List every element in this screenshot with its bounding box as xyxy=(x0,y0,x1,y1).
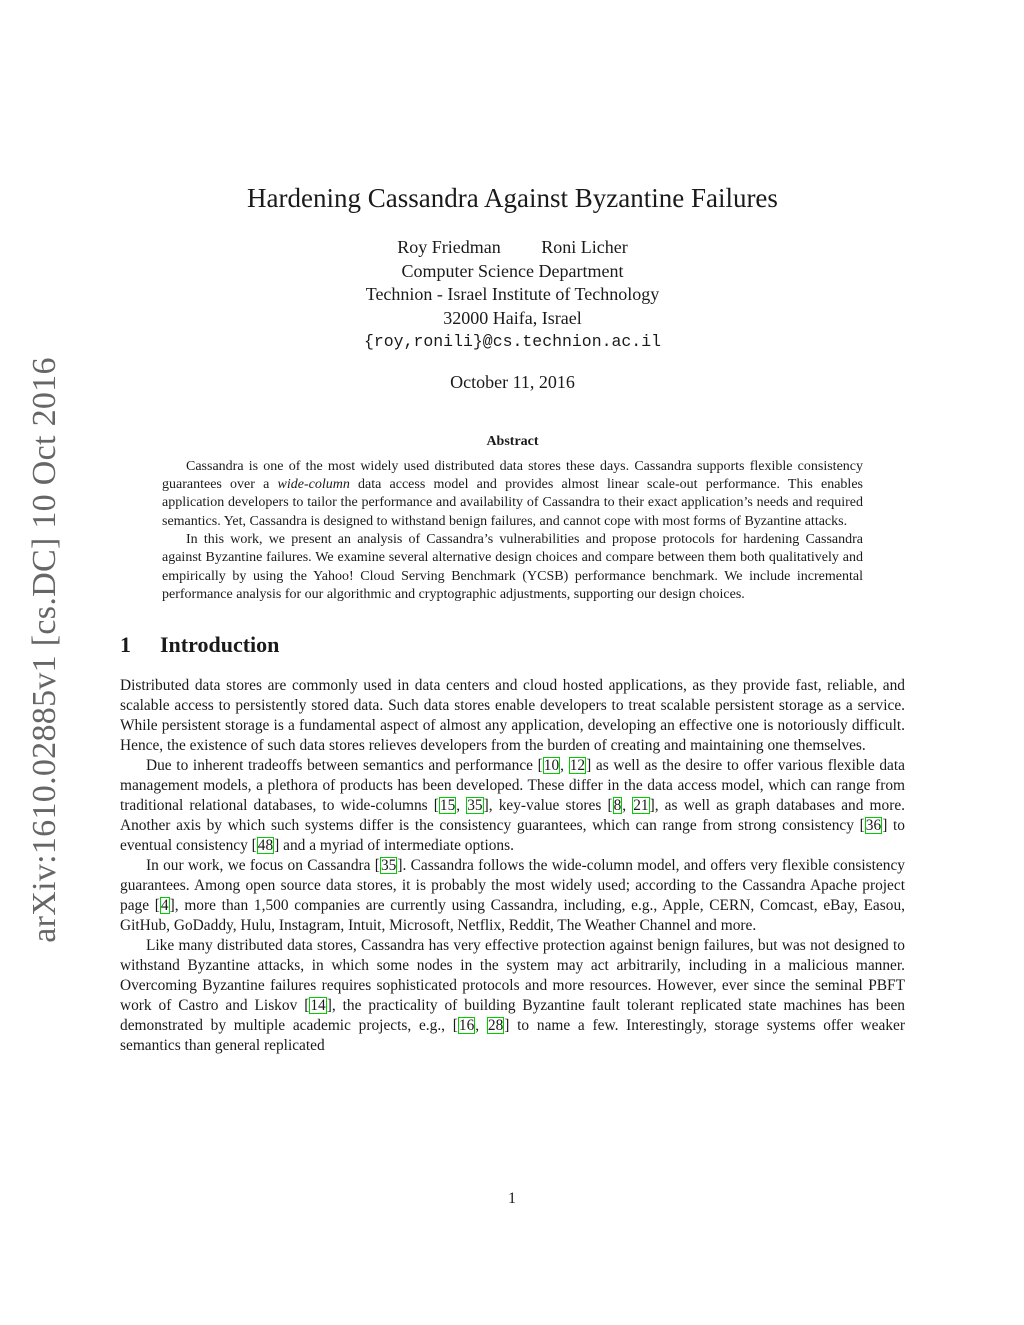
abstract-heading: Abstract xyxy=(486,433,539,449)
abstract-paragraph: Cassandra is one of the most widely used distributed data stores these days. Cassandra supports flexible consistency guarantees over a wide-column data access model and provides almost linear scale-out performance. This enables application developers to tailor the performance and availability of Cassandra to their exact application’s needs and required semantics. Yet, Cassandra is designed to withstand benign failures, and cannot cope with most forms of Byzantine attacks. xyxy=(162,458,863,529)
author-name: Roni Licher xyxy=(541,237,628,257)
citation-link[interactable]: 36 xyxy=(865,817,882,835)
affiliation-line: Computer Science Department xyxy=(401,260,624,281)
citation-link[interactable]: 10 xyxy=(543,757,560,775)
body-paragraph: Distributed data stores are commonly used in data centers and cloud hosted applications, as they provide fast, reliable, and scalable access to persistently stored data. Such data stores enable developers to treat scalable persistent storage as a service. While persistent storage is a fundamental aspect of almost any application, developing an effective one is notoriously difficult. Hence, the existence of such data stores relieves developers from the burden of creating and maintaining one themselves. xyxy=(120,677,905,755)
citation-link[interactable]: 12 xyxy=(569,757,586,775)
affiliation-line: 32000 Haifa, Israel xyxy=(443,307,582,328)
citation-link[interactable]: 8 xyxy=(613,797,622,815)
body-paragraph: In our work, we focus on Cassandra [35]. Cassandra follows the wide-column model, and offers very flexible consistency guarantees. Among open source data stores, it is probably the most widely used; according to the Cassandra Apache project page [4], more than 1,500 companies are currently using Cassandra, including, e.g., Apple, CERN, Comcast, eBay, Easou, GitHub, GoDaddy, Hulu, Instagram, Intuit, Microsoft, Netflix, Reddit, The Weather Channel and more. xyxy=(120,857,905,935)
introduction-body xyxy=(120,676,905,1056)
arxiv-identifier: arXiv:1610.02885v1 [cs.DC] 10 Oct 2016 xyxy=(26,357,63,943)
section-heading xyxy=(120,632,905,658)
body-paragraph: Like many distributed data stores, Cassandra has very effective protection against benign failures, but was not designed to withstand Byzantine attacks, in which some nodes in the system may act arbitrarily, including in a malicious manner. Overcoming Byzantine failures requires sophisticated protocols and more resources. However, ever since the seminal PBFT work of Castro and Liskov [14], the practicality of building Byzantine fault tolerant replicated state machines has been demonstrated by multiple academic projects, e.g., [16, 28] to name a few. Interestingly, storage systems offer weaker semantics than general replicated xyxy=(120,937,905,1055)
author-names xyxy=(120,236,905,260)
author-name: Roy Friedman xyxy=(397,237,501,257)
citation-link[interactable]: 4 xyxy=(160,897,169,915)
paper-title: Hardening Cassandra Against Byzantine Failures xyxy=(247,183,778,213)
citation-link[interactable]: 28 xyxy=(487,1017,504,1035)
abstract xyxy=(162,433,863,605)
body-paragraph: Due to inherent tradeoffs between semantics and performance [10, 12] as well as the desire to offer various flexible data management models, a plethora of products has been developed. These differ in the data access model, which can range from traditional relational databases, to wide-columns [15, 35], key-value stores [8, 21], as well as graph databases and more. Another axis by which such systems differ is the consistency guarantees, which can range from strong consistency [36] to eventual consistency [48] and a myriad of intermediate options. xyxy=(120,757,906,855)
citation-link[interactable]: 35 xyxy=(467,797,483,815)
citation-link[interactable]: 35 xyxy=(380,857,397,875)
citation-link[interactable]: 21 xyxy=(633,797,649,815)
emphasis-text: wide-column xyxy=(277,477,350,493)
affiliation-line: Technion - Israel Institute of Technology xyxy=(365,284,660,304)
page-number: 1 xyxy=(508,1190,516,1207)
paper-page xyxy=(120,180,905,1056)
author-block xyxy=(120,236,905,354)
section-number: 1 xyxy=(120,632,131,658)
section-title: Introduction xyxy=(160,632,280,658)
citation-link[interactable]: 16 xyxy=(458,1017,475,1035)
author-email: {roy,ronili}@cs.technion.ac.il xyxy=(363,332,662,351)
citation-link[interactable]: 48 xyxy=(257,837,274,855)
abstract-paragraph: In this work, we present an analysis of Cassandra’s vulnerabilities and propose protocols for hardening Cassandra against Byzantine failures. We examine several alternative design choices and compare between them both qualitatively and empirically by using the Yahoo! Cloud Serving Benchmark (YCSB) performance benchmark. We include incremental performance analysis for our algorithmic and cryptographic adjustments, supporting our design choices. xyxy=(162,531,863,602)
citation-link[interactable]: 15 xyxy=(439,797,456,815)
paper-date: October 11, 2016 xyxy=(450,371,575,392)
citation-link[interactable]: 14 xyxy=(310,997,326,1015)
